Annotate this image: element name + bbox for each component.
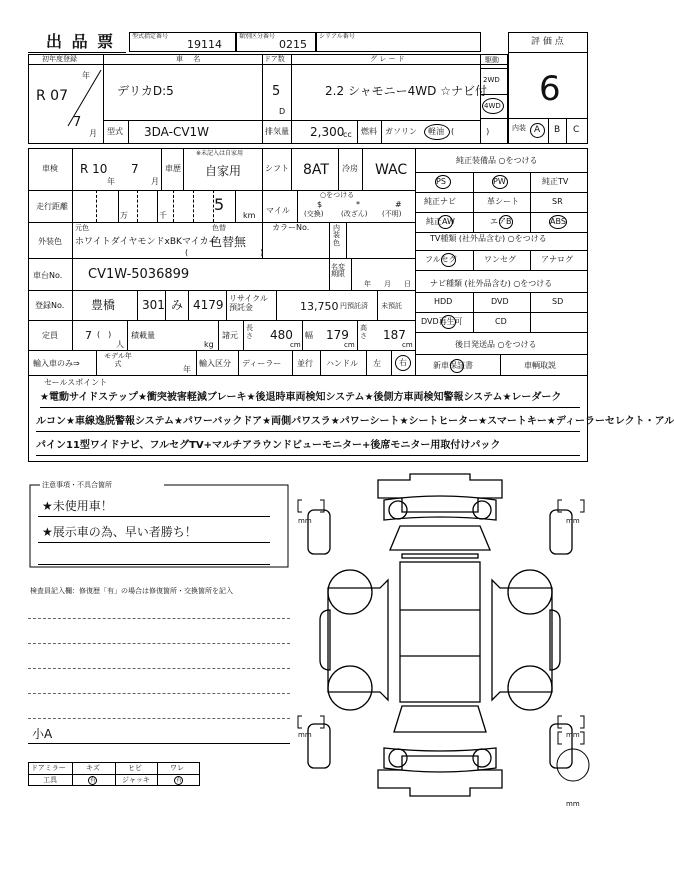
equip-tv: 純正TV [542,177,569,186]
length-label: 長さ [246,324,253,340]
inspection-label: 車検 [42,164,58,173]
equip-pw-circle [492,175,508,189]
usage-label: 車歴 [165,164,181,173]
import-dealer: ディーラー [242,359,282,368]
grade: 2.2 シャモニー4WD ☆ナビ付 [325,84,487,98]
page-title: 出 品 票 [46,32,116,51]
navi-hdd: HDD [434,297,453,306]
equip-aw: 純正AW [426,217,455,226]
chassis-label: 車台No. [33,271,63,280]
recycle-not: 未預託 [381,302,402,310]
title-underline [28,52,126,53]
width-label: 幅 [305,331,313,340]
equip-abs: ABS [550,217,566,226]
equip-leather: 革シート [487,197,519,206]
shift-value: 8AT [303,162,329,178]
capacity-value: 7 [85,329,92,342]
sales-line-2: ルコン★車線逸脱警報システム★パワーバックドア★両側パワスラ★パワーシート★シートヒーター★スマートキー★ディーラーセレクト・アル [36,416,674,427]
drive-2wd: 2WD [483,76,500,84]
mileage-value: 5 [214,195,225,214]
inspection-month: 7 [131,162,139,176]
cool-label: 冷房 [342,164,358,173]
fuel-paren: ( ) [451,127,490,136]
car-name-label: 車 名 [176,55,205,63]
width-value: 179 [326,328,349,342]
load-kg: kg [204,340,214,349]
fuel-gasoline: ガソリン [385,127,417,136]
recycle-unit: 円預託済 [340,302,368,310]
length-cm: cm [290,341,301,349]
docs-title: 後日発送品 ○をつける [455,340,537,349]
mileage-circle-note: ○をつける [320,191,355,199]
first-reg-year-unit: 年 [82,71,90,80]
navi-dvd-play-circle [441,315,456,329]
legend-crack: ヒビ [128,764,142,772]
interior-c: C [573,125,580,135]
first-reg-label: 初年度登録 [42,55,77,63]
width-cm: cm [344,341,355,349]
mileage-exchange: $ [317,200,323,209]
cool-value: WAC [375,162,408,178]
sales-line-1: ★電動サイドステップ★衝突被害軽減ブレーキ★後退時車両検知システム★後側方車両検知警報システム★レーダーク [40,392,562,403]
color-orig: ホワイトダイヤモンドxBKマイカ+ [75,237,217,247]
handle-label: ハンドル [326,359,358,368]
first-reg-month: 7 [73,115,82,130]
tyre-fl-mm: mm [298,517,312,525]
category-label: 類別区分番号 [239,33,276,40]
mileage-label: 走行距離 [36,202,68,211]
tv-fullseg: フルセグ [425,255,457,264]
score-label: 評 価 点 [531,37,564,47]
equip-aw-circle [438,215,453,229]
legend-jack-yes: 有 [176,777,183,784]
reg-number: 4179 [193,298,224,312]
reg-kana: み [171,298,184,312]
length-value: 480 [270,328,293,342]
color-orig-label: 元色 [75,224,89,232]
transfer-day: 日 [404,280,411,288]
equip-navi: 純正ナビ [424,197,456,206]
mileage-km: km [243,211,256,220]
navi-sd: SD [552,297,564,306]
transfer-label: 名変期限 [331,263,345,279]
recycle-label: リサイクル預託金 [229,294,268,312]
tv-oneseg: ワンセグ [484,255,516,264]
import-parallel: 並行 [297,359,313,368]
equip-airbag: エアB [490,217,512,226]
shift-label: シフト [265,164,289,173]
capacity-paren: ( ) [97,330,112,339]
tyre-rr-mm: mm [566,731,580,739]
first-reg-month-unit: 月 [89,129,97,138]
docs-warranty-circle [450,359,464,373]
tyre-rl-mm: mm [298,731,312,739]
serial-label: シリアル番号 [319,33,355,40]
capacity-label: 定員 [42,331,58,340]
note-line-1: ★未使用車！ [42,499,113,513]
mileage-exchange-label: (交換) [304,210,324,218]
navi-title: ナビ種類 (社外品含む) ○をつける [430,279,553,288]
category-code: 0215 [279,38,307,51]
equip-sr: SR [552,197,563,206]
legend-jack: ジャッキ [122,776,150,784]
car-damage-diagram [290,470,590,810]
interior-a: A [534,125,541,135]
score-value: 6 [539,69,561,109]
model-code-label: 型式指定番号 [132,33,169,40]
height-cm: cm [402,341,413,349]
equip-title: 純正装備品 ○をつける [456,156,538,165]
color-no-label: カラーNo. [272,223,310,232]
sales-label: セールスポイント [44,378,108,387]
color-paren: ( ) [185,248,264,257]
reg-area: 豊橋 [91,298,116,312]
tv-fullseg-circle [441,253,456,267]
color-label: 外装色 [38,237,62,246]
legend-door-mirror: ドアミラー [31,764,66,772]
notes-label: 注意事項・不具合箇所 [42,481,112,489]
import-label: 輸入車のみ⇒ [33,359,80,368]
docs-warranty: 新車保証書 [433,361,473,370]
interior-color-label: 内装色 [333,224,340,247]
inspection-month-unit: 月 [151,177,159,186]
model-label: 型式 [107,127,123,136]
mileage-man: 万 [120,211,128,220]
chassis-value: CV1W-5036899 [88,267,190,282]
inspector-value: 小A [32,727,53,741]
tv-analog: アナログ [541,255,573,264]
equip-ps-circle [435,175,451,189]
height-label: 高さ [360,324,367,340]
navi-cd: CD [495,317,507,326]
recycle-value: 13,750 [300,300,339,313]
handle-right: 右 [399,358,407,367]
color-tone: 色替無 [210,235,247,249]
navi-dvd: DVD [491,297,509,306]
legend-scratch: キズ [86,764,100,772]
color-tone-label: 色替 [212,224,226,232]
equip-abs-circle [549,215,567,229]
doors: 5 [272,84,281,99]
drive-label: 駆動 [485,56,499,64]
doors-label: ドア数 [264,55,285,63]
displacement-label: 排気量 [265,127,289,136]
mileage-tamper-label: (改ざん) [341,210,368,218]
inspection-era: R 10 [80,162,108,176]
fuel-label: 燃料 [361,127,377,136]
model-code: 19114 [187,38,222,51]
grade-label: グ レ ー ド [370,55,405,63]
tyre-fr-mm: mm [566,517,580,525]
equip-ps: PS [436,177,446,186]
legend-tool: 工具 [43,776,57,784]
reg-label: 登録No. [35,301,65,310]
cc-unit: cc [343,130,352,139]
usage-value: 自家用 [205,164,242,178]
door-type: D [279,107,286,116]
equip-airbag-circle [499,215,513,229]
interior-label: 内装 [512,124,526,132]
volume-label: 諸元 [222,331,238,340]
mileage-unknown-label: (不明) [382,210,402,218]
model-year-label: モデル年式 [104,352,132,368]
interior-b: B [554,125,561,135]
sales-line-3: パイン11型ワイドナビ、フルセグTV+マルチアラウンドビューモニター+後席モニター用取付けパック [36,440,501,451]
drive-4wd: 4WD [484,102,501,110]
fuel-light: 軽油 [428,127,444,136]
legend-break: ワレ [170,764,184,772]
mileage-sen: 千 [159,211,167,220]
transfer-month: 月 [384,280,391,288]
car-name: デリカD:5 [117,84,174,98]
first-reg-era: R 07 [36,88,68,104]
handle-left: 左 [373,359,381,368]
model: 3DA-CV1W [144,125,210,139]
inspector-label: 検査員記入欄：修復歴「有」の場合は修復箇所・交換箇所を記入 [30,587,233,595]
capacity-people: 人 [116,340,124,349]
transfer-year: 年 [364,280,371,288]
model-year-unit: 年 [183,365,191,374]
tyre-spare-mm: mm [566,800,580,808]
legend-tool-yes: 有 [90,777,97,784]
inspection-year-unit: 年 [107,177,115,186]
navi-dvd-play: DVD再生可 [421,317,463,326]
docs-manual: 車輌取説 [524,361,556,370]
displacement: 2,300 [310,125,345,139]
mileage-tamper: * [356,200,360,209]
usage-note: ※未記入は自家用 [196,150,244,157]
mileage-mile: マイル [266,206,290,215]
height-value: 187 [383,328,406,342]
equip-pw: PW [493,177,506,186]
reg-class: 301 [142,298,165,312]
tv-title: TV種類 (社外品含む) ○をつける [430,234,547,243]
mileage-unknown: # [395,200,402,209]
note-line-2: ★展示車の為、早い者勝ち！ [42,525,197,539]
load-label: 積載量 [131,331,155,340]
import-division-label: 輸入区分 [199,359,231,368]
